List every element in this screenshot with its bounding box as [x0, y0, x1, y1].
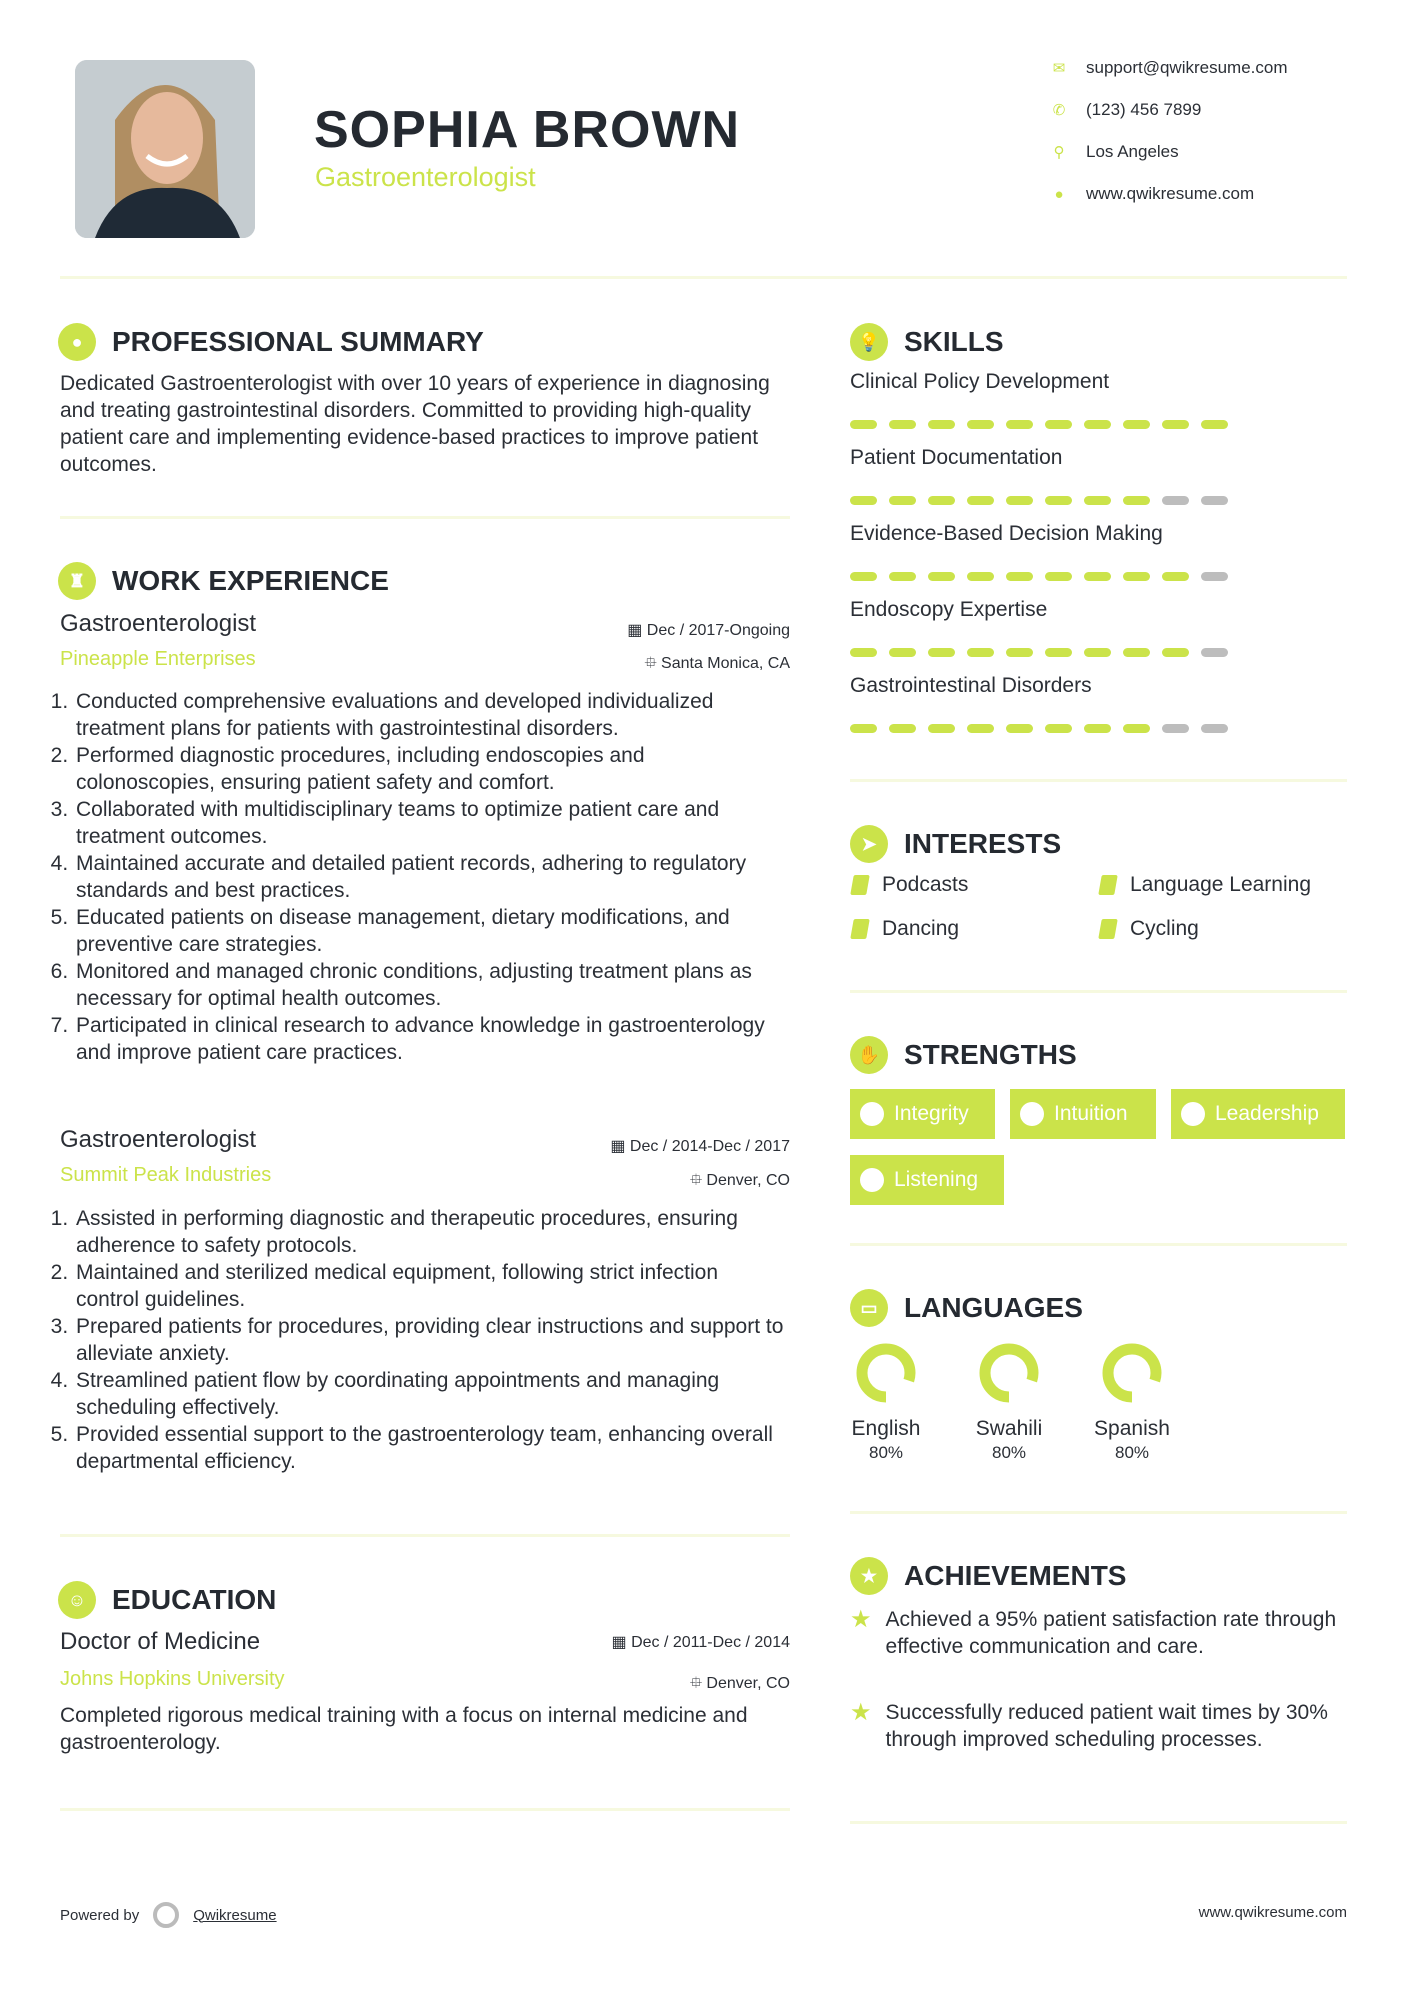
skill-dash-filled	[1006, 420, 1033, 429]
job-date	[627, 620, 790, 640]
translate-icon: ▭	[850, 1289, 888, 1327]
heading-text: STRENGTHS	[904, 1039, 1077, 1070]
job-responsibilities	[56, 1205, 786, 1475]
brand-link[interactable]: Qwikresume	[193, 1906, 277, 1924]
skill-dash-filled	[889, 572, 916, 581]
skill-name: Clinical Policy Development	[850, 370, 1110, 393]
skill-dash-empty	[1162, 496, 1189, 505]
responsibility-item: 1. Conducted comprehensive evaluations and developed individualized treatment plans for patients with gastrointestinal disorders.	[74, 688, 786, 742]
strength-chip	[850, 1155, 1004, 1205]
skill-level-bar	[850, 648, 1228, 657]
skill-dash-filled	[1201, 420, 1228, 429]
education-date	[612, 1632, 790, 1652]
job-title: Gastroenterologist	[60, 610, 257, 637]
contact-text: www.qwikresume.com	[1086, 184, 1255, 203]
calendar-icon: ▦	[627, 622, 647, 639]
responsibility-item: 3. Collaborated with multidisciplinary teams to optimize patient care and treatment outcomes.	[74, 796, 786, 850]
skill-dash-filled	[850, 572, 877, 581]
interests-heading	[850, 825, 1061, 863]
contact-email[interactable]	[1052, 58, 1288, 78]
skill-dash-filled	[1123, 496, 1150, 505]
education-location	[690, 1672, 790, 1699]
skill-dash-filled	[1084, 648, 1111, 657]
strength-chip	[1171, 1089, 1345, 1139]
responsibility-item: 4. Streamlined patient flow by coordinating appointments and managing scheduling effectively.	[74, 1367, 786, 1421]
divider	[60, 516, 790, 519]
interest-text: Cycling	[1130, 917, 1199, 940]
badge-icon	[862, 1104, 882, 1124]
skill-dash-filled	[1045, 724, 1072, 733]
skill-dash-filled	[850, 420, 877, 429]
summary-heading	[58, 323, 484, 361]
book-icon	[1098, 875, 1118, 895]
skill-dash-filled	[1045, 496, 1072, 505]
language-percent: 80%	[991, 1443, 1027, 1462]
skill-dash-filled	[889, 420, 916, 429]
location-text: Santa Monica, CA	[661, 655, 790, 672]
job-company: Pineapple Enterprises	[60, 648, 256, 670]
language-ring	[855, 1342, 917, 1404]
calendar-icon: ▦	[610, 1138, 630, 1155]
skill-dash-filled	[889, 648, 916, 657]
skill-name: Endoscopy Expertise	[850, 598, 1048, 621]
skill-name: Gastrointestinal Disorders	[850, 674, 1092, 697]
star-icon: ★	[850, 1606, 872, 1633]
skill-dash-filled	[1123, 648, 1150, 657]
star-icon: ★	[850, 1699, 872, 1726]
degree: Doctor of Medicine	[60, 1628, 261, 1655]
skill-dash-filled	[1045, 572, 1072, 581]
strength-text: Leadership	[1215, 1102, 1319, 1125]
qwikresume-logo-icon	[153, 1902, 179, 1928]
star-icon: ★	[850, 1557, 888, 1595]
responsibility-item: 1. Assisted in performing diagnostic and therapeutic procedures, ensuring adherence to safety protocols.	[74, 1205, 786, 1259]
paper-plane-icon: ➤	[850, 825, 888, 863]
pin-icon: ⯐	[689, 1675, 707, 1692]
location-text: Denver, CO	[706, 1675, 790, 1692]
candidate-name: SOPHIA BROWN	[314, 101, 741, 159]
chair-icon: ♜	[58, 562, 96, 600]
date-text: Dec / 2017-Ongoing	[646, 622, 790, 639]
achievement-text: Achieved a 95% patient satisfaction rate through effective communication and care.	[885, 1608, 1337, 1658]
achievement-item	[850, 1699, 1350, 1753]
languages-heading	[850, 1289, 1083, 1327]
school: Johns Hopkins University	[60, 1668, 285, 1690]
achievement-text: Successfully reduced patient wait times by 30% through improved scheduling processes.	[885, 1701, 1328, 1751]
skill-level-bar	[850, 420, 1228, 429]
graduation-icon: ☺	[58, 1581, 96, 1619]
powered-text: Powered by	[60, 1906, 140, 1924]
skill-dash-filled	[1006, 572, 1033, 581]
divider	[850, 1243, 1347, 1246]
heading-text: LANGUAGES	[904, 1292, 1083, 1323]
language-item	[831, 1342, 941, 1463]
divider	[60, 1808, 790, 1811]
skill-dash-filled	[967, 420, 994, 429]
skill-dash-filled	[967, 496, 994, 505]
badge-icon	[1022, 1104, 1042, 1124]
language-item	[954, 1342, 1064, 1463]
contact-phone[interactable]	[1052, 100, 1201, 120]
skill-dash-filled	[1123, 724, 1150, 733]
heading-text: PROFESSIONAL SUMMARY	[112, 326, 484, 357]
language-name: Spanish	[1094, 1417, 1170, 1440]
job-location	[645, 652, 790, 679]
strength-text: Integrity	[894, 1102, 969, 1125]
skill-dash-filled	[1006, 496, 1033, 505]
badge-icon	[862, 1170, 882, 1190]
contact-location	[1052, 142, 1179, 162]
skill-dash-empty	[1201, 724, 1228, 733]
education-heading	[58, 1581, 276, 1619]
hand-icon: ✋	[850, 1036, 888, 1074]
skill-dash-filled	[928, 420, 955, 429]
divider	[850, 1821, 1347, 1824]
skill-dash-filled	[889, 496, 916, 505]
work-heading	[58, 562, 389, 600]
divider	[60, 1534, 790, 1537]
interest-item	[1100, 917, 1199, 941]
skill-level-bar	[850, 572, 1228, 581]
heading-text: EDUCATION	[112, 1584, 277, 1615]
interest-text: Language Learning	[1130, 873, 1312, 896]
skill-dash-empty	[1201, 496, 1228, 505]
contact-website[interactable]	[1052, 184, 1254, 204]
lightbulb-icon: 💡	[850, 323, 888, 361]
candidate-title: Gastroenterologist	[315, 162, 536, 192]
responsibility-item: 4. Maintained accurate and detailed patient records, adhering to regulatory standards and best practices.	[74, 850, 786, 904]
divider	[850, 779, 1347, 782]
skill-dash-filled	[1084, 420, 1111, 429]
contact-text: Los Angeles	[1086, 142, 1179, 161]
job-company: Summit Peak Industries	[60, 1164, 272, 1186]
book-icon	[850, 875, 870, 895]
language-name: Swahili	[975, 1417, 1043, 1440]
skill-dash-filled	[850, 648, 877, 657]
responsibility-item: 5. Educated patients on disease management, dietary modifications, and preventive care strategies.	[74, 904, 786, 958]
skill-dash-filled	[928, 724, 955, 733]
skill-dash-filled	[850, 496, 877, 505]
skill-name: Patient Documentation	[850, 446, 1063, 469]
book-icon	[1098, 919, 1118, 939]
globe-icon: ●	[1054, 185, 1064, 203]
profile-photo	[75, 60, 255, 238]
language-ring	[1101, 1342, 1163, 1404]
phone-icon: ✆	[1052, 102, 1066, 119]
interest-item	[1100, 873, 1311, 897]
divider	[850, 1511, 1347, 1514]
skill-dash-empty	[1162, 724, 1189, 733]
skill-dash-filled	[967, 724, 994, 733]
badge-icon	[1183, 1104, 1203, 1124]
interest-item	[852, 917, 959, 941]
skill-dash-filled	[850, 724, 877, 733]
strength-chip	[850, 1089, 995, 1139]
responsibility-item: 7. Participated in clinical research to advance knowledge in gastroenterology and improve patient care practices.	[74, 1012, 786, 1066]
divider	[850, 990, 1347, 993]
heading-text: WORK EXPERIENCE	[112, 565, 389, 596]
skill-dash-filled	[1045, 420, 1072, 429]
powered-by	[60, 1902, 277, 1928]
interest-item	[852, 873, 968, 897]
language-percent: 80%	[1114, 1443, 1150, 1462]
book-icon	[850, 919, 870, 939]
responsibility-item: 5. Provided essential support to the gastroenterology team, enhancing overall departmental efficiency.	[74, 1421, 786, 1475]
skill-dash-filled	[967, 648, 994, 657]
interest-text: Podcasts	[882, 873, 969, 896]
summary-text: Dedicated Gastroenterologist with over 10 years of experience in diagnosing and treating gastrointestinal disorders. Committed to providing high-quality patient care and implementing evidence-based practices to improve patient outcomes.	[60, 372, 770, 476]
skill-dash-filled	[1162, 572, 1189, 581]
responsibility-item: 3. Prepared patients for procedures, providing clear instructions and support to alleviate anxiety.	[74, 1313, 786, 1367]
skill-dash-empty	[1201, 648, 1228, 657]
location-text: Denver, CO	[706, 1172, 790, 1189]
skill-dash-filled	[928, 572, 955, 581]
education-text: Completed rigorous medical training with a focus on internal medicine and gastroenterology.	[60, 1704, 748, 1754]
heading-text: INTERESTS	[904, 828, 1062, 859]
responsibility-item: 6. Monitored and managed chronic conditions, adjusting treatment plans as necessary for optimal health outcomes.	[74, 958, 786, 1012]
heading-text: SKILLS	[904, 326, 1004, 357]
strength-chip	[1010, 1089, 1156, 1139]
pin-icon: ⯐	[644, 655, 662, 672]
skill-level-bar	[850, 724, 1228, 733]
skill-name: Evidence-Based Decision Making	[850, 522, 1163, 545]
strength-text: Listening	[894, 1168, 979, 1191]
skill-dash-filled	[1084, 496, 1111, 505]
language-item	[1077, 1342, 1187, 1463]
pin-icon: ⯐	[689, 1172, 707, 1189]
skill-dash-filled	[1162, 420, 1189, 429]
language-ring	[978, 1342, 1040, 1404]
user-icon: ●	[58, 323, 96, 361]
heading-text: ACHIEVEMENTS	[904, 1560, 1127, 1591]
job-responsibilities	[56, 688, 786, 1066]
job-location	[690, 1169, 790, 1196]
skill-dash-filled	[1084, 572, 1111, 581]
interest-text: Dancing	[882, 917, 960, 940]
skill-dash-filled	[1006, 648, 1033, 657]
strength-text: Intuition	[1054, 1102, 1128, 1125]
skill-dash-filled	[928, 648, 955, 657]
language-name: English	[851, 1417, 921, 1440]
header-divider	[60, 276, 1347, 279]
skill-dash-filled	[1162, 648, 1189, 657]
skill-dash-filled	[1084, 724, 1111, 733]
calendar-icon: ▦	[611, 1634, 632, 1651]
skill-dash-filled	[928, 496, 955, 505]
skill-dash-filled	[1006, 724, 1033, 733]
skill-level-bar	[850, 496, 1228, 505]
strengths-heading	[850, 1036, 1077, 1074]
date-text: Dec / 2014-Dec / 2017	[629, 1138, 790, 1155]
contact-text: support@qwikresume.com	[1086, 58, 1288, 77]
envelope-icon: ✉	[1052, 60, 1066, 77]
responsibility-item: 2. Maintained and sterilized medical equipment, following strict infection control guidelines.	[74, 1259, 786, 1313]
skill-dash-filled	[889, 724, 916, 733]
skill-dash-filled	[1123, 420, 1150, 429]
skill-dash-filled	[967, 572, 994, 581]
skill-dash-filled	[1045, 648, 1072, 657]
job-date	[610, 1136, 790, 1156]
map-pin-icon: ⚲	[1053, 144, 1065, 161]
achievements-heading	[850, 1557, 1126, 1595]
date-text: Dec / 2011-Dec / 2014	[631, 1634, 790, 1651]
skill-dash-filled	[1123, 572, 1150, 581]
contact-text: (123) 456 7899	[1086, 100, 1202, 119]
responsibility-item: 2. Performed diagnostic procedures, including endoscopies and colonoscopies, ensuring patient safety and comfort.	[74, 742, 786, 796]
skill-dash-empty	[1201, 572, 1228, 581]
achievement-item	[850, 1606, 1350, 1660]
footer-site-link[interactable]: www.qwikresume.com	[1198, 1904, 1347, 1921]
skills-heading	[850, 323, 1004, 361]
language-percent: 80%	[868, 1443, 904, 1462]
job-title: Gastroenterologist	[60, 1126, 257, 1153]
